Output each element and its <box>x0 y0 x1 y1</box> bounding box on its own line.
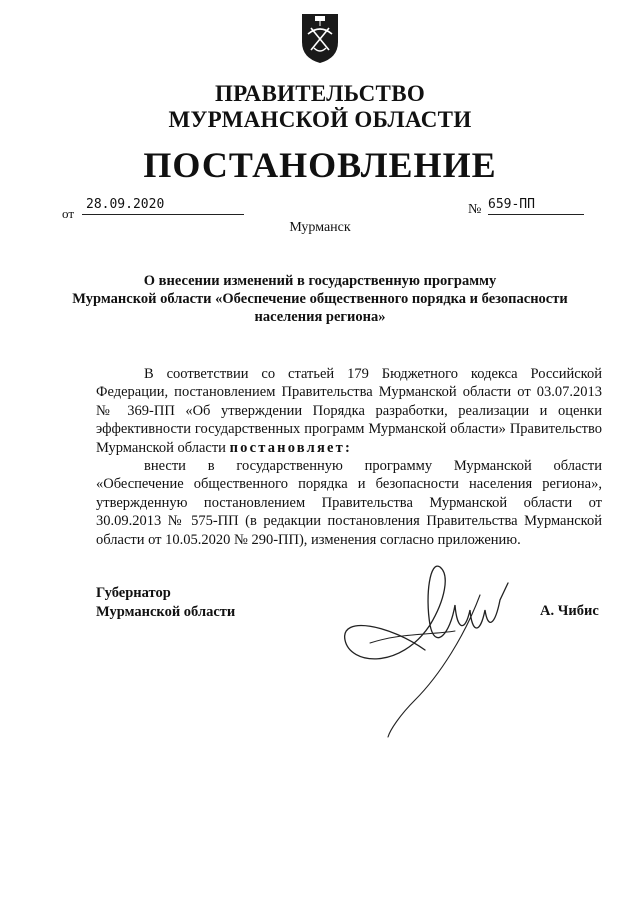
title-line-3: населения региона» <box>254 309 386 325</box>
signer-position-line-2: Мурманской области <box>96 604 236 620</box>
number-value: 659-ПП <box>488 196 584 215</box>
murmansk-coat-of-arms-icon <box>300 12 340 64</box>
body-paragraph-1 <box>96 365 602 457</box>
document-title <box>70 272 570 326</box>
city-name: Мурманск <box>289 220 351 235</box>
org-name-line-1: ПРАВИТЕЛЬСТВО <box>214 81 426 106</box>
date-value: 28.09.2020 <box>82 196 244 215</box>
body-paragraph-2: внести в государственную программу Мурманской области «Обеспечение общественного порядка и безопасности населения региона», утвержденную постановлением Правительства Мурманской области от 30.09.2013 № 575-ПП (в редакции постановления Правительства Мурманской области от 10.05.2020 № 290-ПП), изменения согласно приложению. <box>96 458 602 548</box>
signer-position <box>96 584 235 622</box>
title-line-1: О внесении изменений в государственную программу <box>143 273 497 289</box>
date-prefix: от <box>62 206 75 221</box>
document-type-heading: ПОСТАНОВЛЕНИЕ <box>143 145 497 185</box>
signer-name: А. Чибис <box>540 603 599 619</box>
number-prefix: № <box>468 202 482 217</box>
org-name-line-2: МУРМАНСКОЙ ОБЛАСТИ <box>168 107 472 132</box>
handwritten-signature-icon <box>330 555 535 745</box>
body-paragraph-1-text: В соответствии со статьей 179 Бюджетного кодекса Российской Федерации, постановлением Правительства Мурманской области от 03.07.2013 № 369-ПП «Об утверждении Порядка разработки, реализации и оценки эффективности государственных программ Мурманской области» Правительство Мурманской области <box>96 366 602 456</box>
resolves-keyword: постановляет: <box>229 439 353 456</box>
title-line-2: Мурманской области «Обеспечение общественного порядка и безопасности <box>72 291 568 307</box>
signer-position-line-1: Губернатор <box>96 585 171 601</box>
document-body <box>96 365 602 549</box>
